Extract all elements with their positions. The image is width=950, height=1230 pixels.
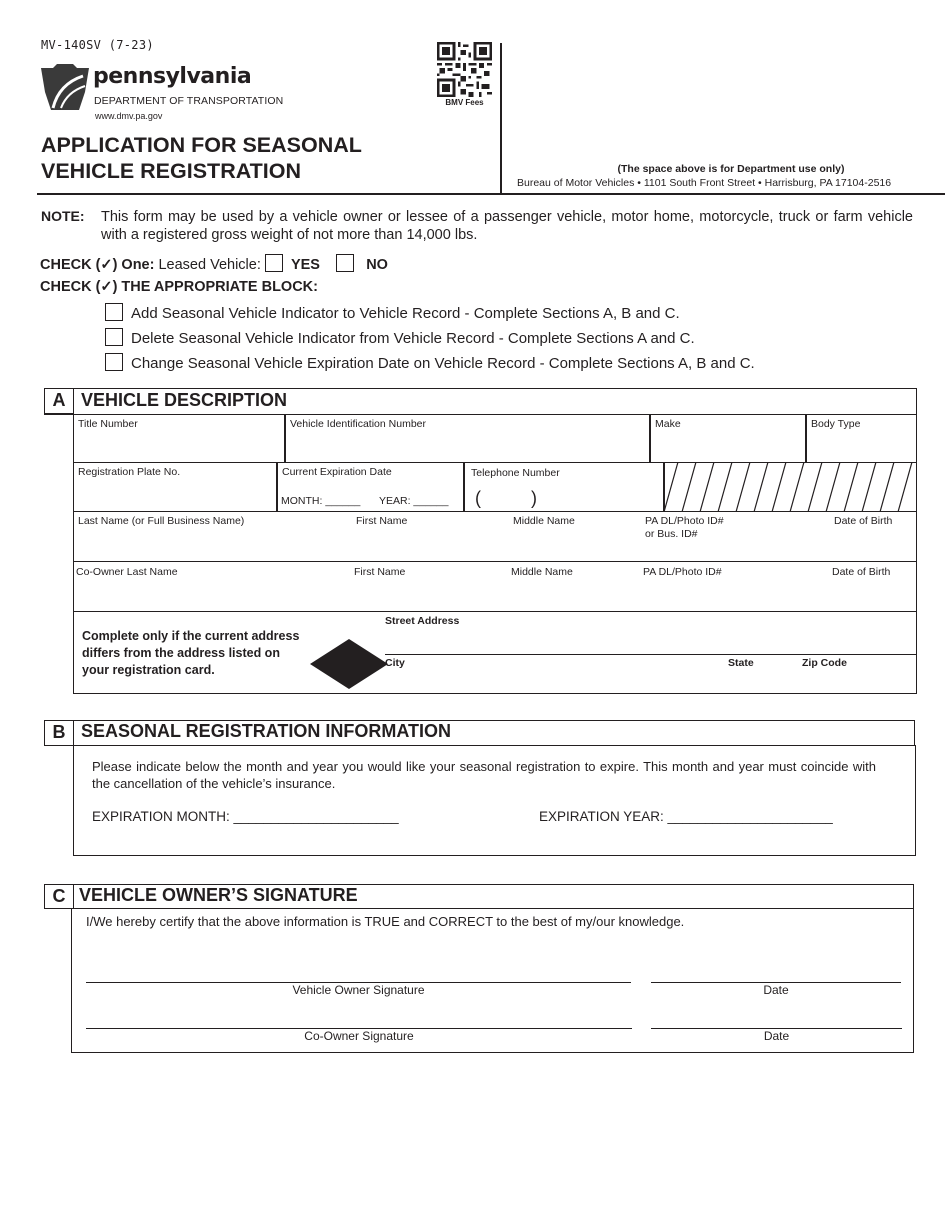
title-number-field[interactable]: [73, 414, 285, 463]
logo-name: pennsylvania: [93, 64, 252, 89]
co-middle-name-label: Middle Name: [511, 566, 573, 578]
co-owner-date-input[interactable]: [651, 994, 902, 1028]
owner-name-row[interactable]: [73, 511, 917, 562]
co-owner-signature-input[interactable]: [86, 994, 632, 1028]
title-line1: APPLICATION FOR SEASONAL: [41, 133, 362, 157]
first-name-label: First Name: [356, 515, 408, 527]
city-state-zip-input[interactable]: [385, 656, 917, 694]
co-first-name-label: First Name: [354, 566, 406, 578]
hatched-area: [664, 462, 917, 512]
make-field[interactable]: [650, 414, 806, 463]
body-type-field[interactable]: [806, 414, 917, 463]
zip-label: Zip Code: [802, 657, 847, 669]
header-rule: [37, 193, 945, 195]
title-line2: VEHICLE REGISTRATION: [41, 159, 302, 183]
note-text: This form may be used by a vehicle owner or lessee of a passenger vehicle, motor home, motorcycle, truck or farm vehicle with a registered gross weight of not more than 14,000 lbs.: [101, 209, 913, 243]
make-label: Make: [655, 418, 681, 430]
street-line: [385, 654, 917, 655]
leased-vehicle-row: [40, 254, 388, 273]
body-type-label: Body Type: [811, 418, 861, 430]
street-label: Street Address: [385, 615, 460, 627]
phone-label: Telephone Number: [471, 467, 560, 479]
owner-signature-label: Vehicle Owner Signature: [292, 983, 425, 997]
pa-dl-label: [645, 515, 724, 541]
add-indicator-checkbox[interactable]: [105, 303, 123, 321]
co-owner-date-label: Date: [763, 1029, 790, 1043]
co-dl-label: PA DL/Photo ID#: [643, 566, 722, 578]
section-b-letter: B: [44, 720, 74, 746]
vin-field[interactable]: [285, 414, 650, 463]
logo-dept: DEPARTMENT OF TRANSPORTATION: [94, 95, 284, 107]
option-add: [105, 303, 680, 322]
diamond-icon: [310, 639, 388, 689]
title-number-label: Title Number: [78, 418, 138, 430]
section-a-title: VEHICLE DESCRIPTION: [81, 390, 288, 410]
section-c-letter: C: [44, 884, 74, 909]
option-add-label: Add Seasonal Vehicle Indicator to Vehicle Record - Complete Sections A, B and C.: [131, 305, 680, 322]
expiration-year-input[interactable]: EXPIRATION YEAR: ______________________: [539, 809, 833, 824]
state-label: State: [728, 657, 754, 669]
address-block: [73, 611, 917, 694]
plate-label: Registration Plate No.: [78, 466, 181, 478]
current-exp-field: [277, 462, 464, 512]
yes-label: YES: [290, 257, 320, 273]
keystone-logo-icon: [39, 64, 91, 112]
exp-month-input[interactable]: MONTH: ______: [281, 495, 361, 507]
leased-no-checkbox[interactable]: [336, 254, 354, 272]
last-name-label: Last Name (or Full Business Name): [78, 515, 245, 527]
qr-label: BMV Fees: [445, 98, 484, 107]
pa-dl-line1: PA DL/Photo ID#: [645, 515, 724, 527]
owner-signature-input[interactable]: [86, 948, 631, 982]
leased-question: Leased Vehicle:: [158, 257, 261, 273]
vin-label: Vehicle Identification Number: [290, 418, 426, 430]
option-change: [105, 353, 755, 372]
check-one-label: CHECK (✓) One:: [40, 257, 155, 273]
street-input[interactable]: [385, 616, 917, 654]
delete-indicator-checkbox[interactable]: [105, 328, 123, 346]
co-dob-label: Date of Birth: [832, 566, 891, 578]
pa-dl-line2: or Bus. ID#: [645, 528, 698, 540]
section-c-title: VEHICLE OWNER’S SIGNATURE: [79, 885, 358, 905]
plate-field[interactable]: [73, 462, 277, 512]
note-label: NOTE:: [41, 208, 85, 224]
co-last-name-label: Co-Owner Last Name: [76, 566, 178, 578]
owner-date-label: Date: [763, 983, 789, 997]
phone-field[interactable]: [464, 462, 664, 512]
section-b-title: SEASONAL REGISTRATION INFORMATION: [81, 721, 452, 741]
owner-date-input[interactable]: [651, 948, 901, 982]
change-expiration-checkbox[interactable]: [105, 353, 123, 371]
form-id: MV-140SV (7-23): [41, 38, 154, 52]
city-label: City: [385, 657, 405, 669]
qr-code-icon: [437, 42, 492, 97]
dob-label: Date of Birth: [834, 515, 893, 527]
co-owner-signature-label: Co-Owner Signature: [304, 1029, 414, 1043]
section-c-body: [71, 908, 914, 1053]
section-a-letter: A: [44, 388, 74, 414]
expiration-month-input[interactable]: EXPIRATION MONTH: ______________________: [92, 809, 399, 824]
option-delete-label: Delete Seasonal Vehicle Indicator from Vehicle Record - Complete Sections A and C.: [131, 330, 695, 347]
certify-text: I/We hereby certify that the above information is TRUE and CORRECT to the best of my/our knowledge.: [86, 914, 685, 929]
co-owner-name-row[interactable]: [73, 561, 917, 612]
phone-parens: ( ): [475, 488, 537, 508]
logo-web: www.dmv.pa.gov: [95, 111, 163, 121]
bureau-address: Bureau of Motor Vehicles • 1101 South Front Street • Harrisburg, PA 17104-2516: [517, 177, 892, 189]
middle-name-label: Middle Name: [513, 515, 575, 527]
section-b-body: [73, 745, 916, 856]
exp-year-input[interactable]: YEAR: ______: [379, 495, 449, 507]
section-b-instructions: Please indicate below the month and year you would like your seasonal registration to expire. This month and year must coincide with the cancellation of the vehicle’s insurance.: [92, 759, 876, 791]
leased-yes-checkbox[interactable]: [265, 254, 283, 272]
page-title: [41, 132, 362, 184]
option-delete: [105, 328, 695, 347]
no-label: NO: [366, 257, 388, 273]
check-block-label: CHECK (✓) THE APPROPRIATE BLOCK:: [40, 279, 318, 295]
option-change-label: Change Seasonal Vehicle Expiration Date on Vehicle Record - Complete Sections A, B and C.: [131, 355, 755, 372]
current-exp-label: Current Expiration Date: [282, 466, 392, 478]
address-note: Complete only if the current address differs from the address listed on your registration card.: [82, 629, 300, 677]
dept-use-note: (The space above is for Department use only): [617, 163, 845, 175]
